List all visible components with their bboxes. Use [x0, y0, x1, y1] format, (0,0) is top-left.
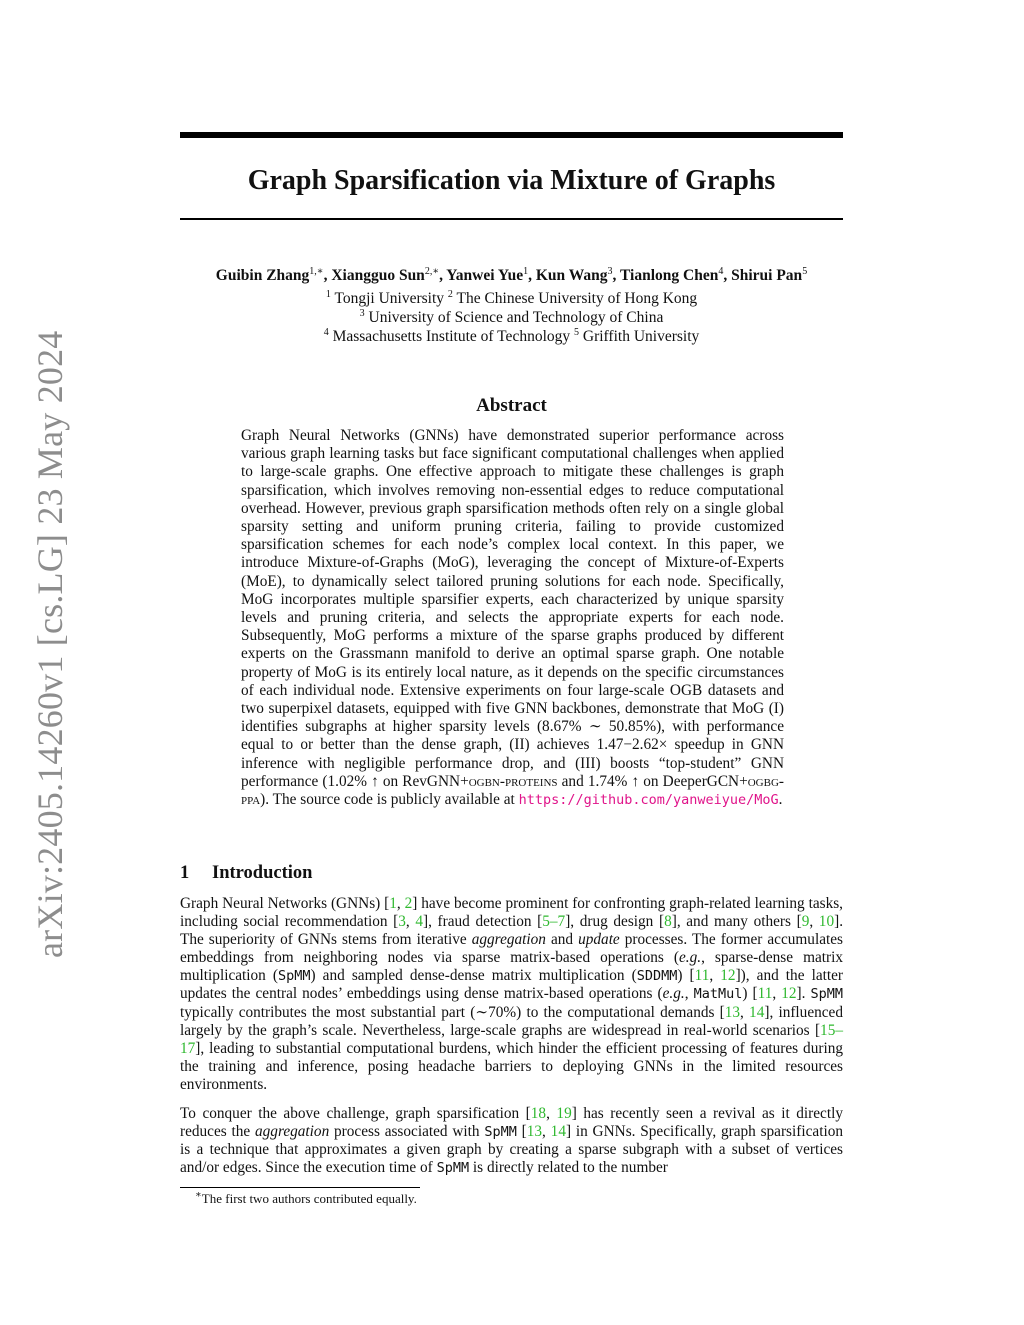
citation-link[interactable]: 14 — [749, 1003, 765, 1021]
affil-mark: 1 — [325, 288, 331, 300]
footnote-text: The first two authors contributed equally. — [201, 1191, 417, 1206]
author-affil-mark: 3 — [607, 265, 613, 277]
author-separator: , — [723, 267, 732, 284]
intro-paragraph-2: To conquer the above challenge, graph sparsification [18, 19] has recently seen a revival as it directly reduces the aggregation process associated with SpMM [13, 14] in GNNs. Specifically, graph sparsification is a technique that approximates a given graph by creating a sparse subgraph with a subset of vertices and/or edges. Since the execution time of SpMM is directly related to the number — [180, 1105, 843, 1177]
author-name: Yanwei Yue — [446, 267, 524, 284]
code-term: SpMM — [436, 1160, 470, 1177]
citation-link[interactable]: 13 — [724, 1003, 741, 1021]
citation-link[interactable]: 3 — [398, 913, 406, 931]
affil-mark: 2 — [447, 288, 453, 300]
footnote-marker: ∗ — [195, 1189, 202, 1201]
section-title: Introduction — [212, 863, 313, 883]
affiliation-list — [180, 289, 843, 346]
author-name: Shirui Pan — [731, 267, 803, 284]
emphasis-term: update — [578, 931, 620, 949]
citation-link[interactable]: 5–7 — [542, 913, 566, 931]
abstract-text: . — [778, 791, 783, 809]
citation-link[interactable]: 10 — [818, 913, 835, 931]
dataset-name: ogbn-proteins — [468, 772, 558, 790]
section-number: 1 — [180, 863, 190, 883]
citation-link[interactable]: 14 — [550, 1123, 566, 1141]
author-affil-mark: 4 — [718, 265, 724, 277]
paper-title: Graph Sparsification via Mixture of Graphs — [247, 165, 776, 196]
citation-link[interactable]: 1 — [389, 895, 397, 912]
footnote — [195, 1190, 835, 1207]
emphasis-term: e.g. — [662, 985, 685, 1003]
author-separator: , — [439, 267, 447, 284]
abstract-text: Graph Neural Networks (GNNs) have demonstrated superior performance across various graph learning tasks but face significant computational challenges when applied to large-scale graphs. One effective approach to mitigate these challenges is graph sparsification, which involves removing non-essential edges to reduce computational overhead. However, previous graph sparsification methods often rely on a single global sparsity setting and uniform pruning criteria, failing to provide customized sparsification schemes for each node’s complex local context. In this paper, we introduce Mixture-of-Graphs (MoG), leveraging the concept of Mixture-of-Experts (MoE), to dynamically select tailored pruning solutions for each node. Specifically, MoG incorporates multiple sparsifier experts, each characterized by unique sparsity levels and pruning criteria, and selects the appropriate experts for each node. Subsequently, MoG performs a mixture of the sparse graphs produced by different experts on the Grassmann manifold to derive an optimal sparse graph. One notable property of MoG is its entirely local nature, as it depends on the specific circumstances of each individual node. Extensive experiments on four large-scale OGB datasets and two superpixel datasets, equipped with five GNN backbones, demonstrate that MoG (I) identifies subgraphs at higher sparsity levels (8.67% ∼ 50.85%), with performance equal to or better than the dense graph, (II) achieves 1.47−2.62× speedup in GNN inference with negligible performance drop, and (III) boosts “top-student” GNN performance (1.02% ↑ on RevGNN+ — [241, 427, 784, 790]
abstract-body — [241, 427, 784, 809]
author-separator: , — [612, 267, 620, 284]
citation-link[interactable]: 18 — [530, 1105, 547, 1122]
code-term: SpMM — [484, 1124, 517, 1141]
affiliation-line — [180, 289, 843, 308]
citation-link[interactable]: 11 — [757, 985, 773, 1003]
abstract-text: ). The source code is publicly available at — [260, 791, 519, 809]
author-name: Guibin Zhang — [215, 267, 310, 284]
emphasis-term: e.g. — [678, 949, 702, 967]
affil-mark: 4 — [323, 326, 329, 338]
citation-link[interactable]: 13 — [526, 1123, 543, 1141]
code-term: SpMM — [278, 968, 311, 985]
citation-link[interactable]: 4 — [415, 913, 423, 931]
title-top-rule — [180, 132, 843, 138]
affiliation-name: The Chinese University of Hong Kong — [456, 290, 698, 307]
affiliation-name: Massachusetts Institute of Technology — [332, 328, 571, 345]
affil-mark: 3 — [359, 307, 365, 319]
affiliation-name: Tongji University — [334, 290, 445, 307]
citation-link[interactable]: 2 — [404, 895, 413, 912]
author-affil-mark: 1 — [523, 265, 529, 277]
citation-link[interactable]: 11 — [694, 967, 710, 985]
author-affil-mark: 2,∗ — [424, 265, 440, 277]
dataset-name: ogbg-ppa — [241, 772, 784, 809]
citation-link[interactable]: 15–17 — [180, 1021, 843, 1057]
code-term: MatMul — [693, 986, 743, 1003]
author-name: Xiangguo Sun — [331, 267, 425, 284]
arxiv-identifier-stamp: arXiv:2405.14260v1 [cs.LG] 23 May 2024 — [30, 330, 70, 958]
author-affil-mark: 5 — [802, 265, 808, 277]
citation-link[interactable]: 19 — [556, 1105, 572, 1122]
affiliation-line — [180, 308, 843, 327]
author-separator: , — [323, 267, 332, 284]
citation-link[interactable]: 8 — [664, 913, 672, 931]
author-list — [180, 266, 843, 286]
author-name: Kun Wang — [535, 267, 608, 284]
code-term: SpMM — [810, 986, 843, 1003]
intro-paragraph-1: Graph Neural Networks (GNNs) [1, 2] have become prominent for confronting graph-related learning tasks, including social recommendation [3, 4], fraud detection [5–7], drug design [8], and many others [9, 10]. The superiority of GNNs stems from iterative aggregation and update processes. The former accumulates embeddings from neighboring nodes via sparse matrix-based operations (e.g., sparse-dense matrix multiplication (SpMM) and sampled dense-dense matrix multiplication (SDDMM) [11, 12]), and the latter updates the central nodes’ embeddings using dense matrix-based operations (e.g., MatMul) [11, 12]. SpMM typically contributes the most substantial part (∼70%) to the computational demands [13, 14], influenced largely by the graph’s scale. Nevertheless, large-scale graphs are widespread in real-world scenarios [15–17], leading to substantial computational burdens, which hinder the efficient processing of features during the training and inference, posing headache barriers to deploying GNNs in the limited resources environments. — [180, 895, 844, 1093]
citation-link[interactable]: 12 — [720, 967, 736, 985]
affiliation-name: Griffith University — [582, 328, 700, 345]
section-heading — [180, 860, 843, 886]
citation-link[interactable]: 9 — [801, 913, 810, 931]
affiliation-line — [180, 327, 843, 346]
code-term: SDDMM — [636, 968, 678, 985]
footnote-rule — [180, 1187, 420, 1188]
title-bottom-rule — [180, 218, 843, 220]
author-name: Tianlong Chen — [620, 267, 719, 284]
abstract-heading: Abstract — [476, 395, 547, 416]
emphasis-term: aggregation — [255, 1123, 330, 1141]
author-separator: , — [528, 267, 536, 284]
affil-mark: 5 — [574, 326, 580, 338]
citation-link[interactable]: 12 — [781, 985, 797, 1003]
abstract-text: and 1.74% ↑ on DeeperGCN+ — [557, 772, 748, 790]
emphasis-term: aggregation — [471, 931, 546, 949]
author-affil-mark: 1,∗ — [309, 265, 324, 277]
affiliation-name: University of Science and Technology of China — [368, 309, 664, 326]
source-code-link[interactable]: https://github.com/yanweiyue/MoG — [518, 792, 779, 809]
